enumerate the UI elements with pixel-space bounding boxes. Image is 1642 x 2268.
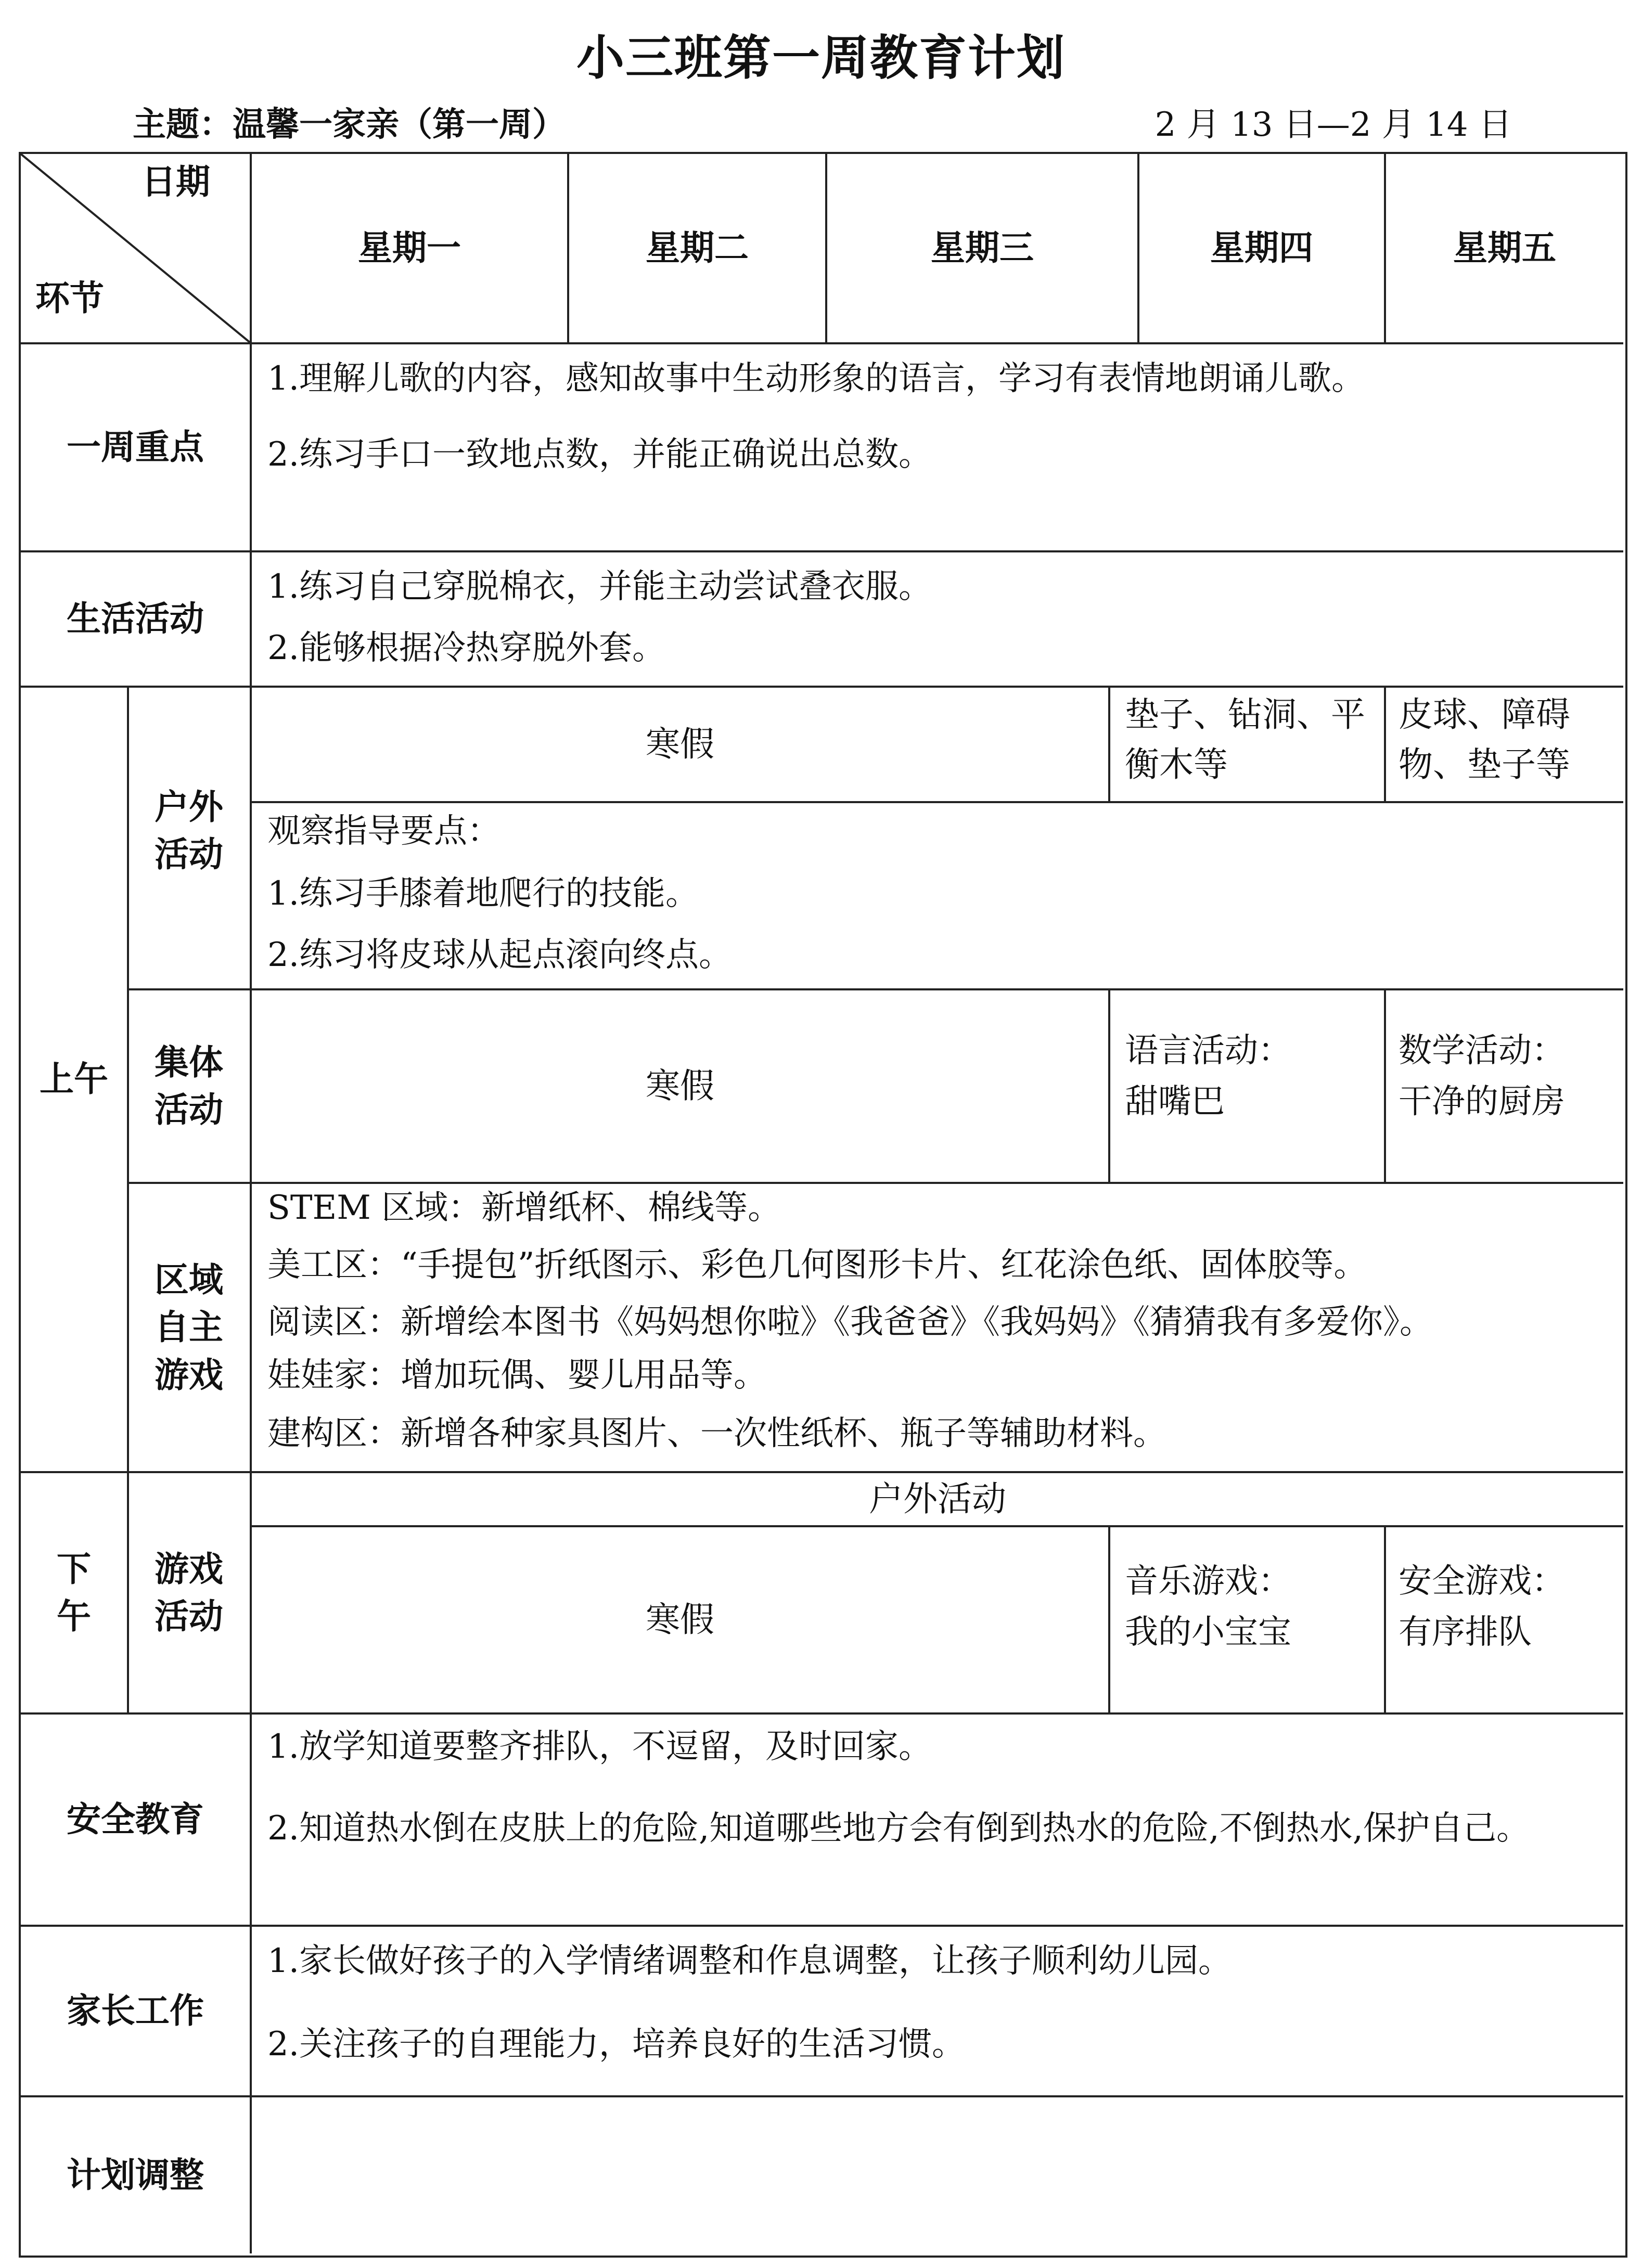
col-divider <box>1108 988 1110 1182</box>
col-divider <box>250 154 252 2253</box>
plan-table <box>19 152 1627 2258</box>
outdoor-note: 2.练习将皮球从起点滚向终点。 <box>267 936 733 974</box>
area-item: STEM 区域：新增纸杯、棉线等。 <box>267 1189 781 1227</box>
weekly-focus-item: 2.练习手口一致地点数，并能正确说出总数。 <box>267 435 932 474</box>
safety-label: 安全教育 <box>67 1799 204 1840</box>
theme-label: 主题：温馨一家亲（第一周） <box>133 105 566 144</box>
col-divider <box>1384 686 1386 801</box>
parents-item: 1.家长做好孩子的入学情绪调整和作息调整，让孩子顺利幼儿园。 <box>267 1942 1232 1980</box>
group-holiday-cell: 寒假 <box>646 1066 714 1106</box>
page-title: 小三班第一周教育计划 <box>576 30 1066 86</box>
group-friday-topic: 干净的厨房 <box>1399 1083 1565 1121</box>
date-header-label: 日期 <box>142 161 210 202</box>
day-wednesday: 星期三 <box>931 227 1034 268</box>
day-monday: 星期一 <box>358 227 461 268</box>
game-friday-type: 安全游戏： <box>1399 1562 1565 1601</box>
weekly-focus-item: 1.理解儿歌的内容，感知故事中生动形象的语言，学习有表情地朗诵儿歌。 <box>267 359 1365 398</box>
life-activities-label: 生活活动 <box>67 598 204 639</box>
area-item: 阅读区：新增绘本图书《妈妈想你啦》《我爸爸》《我妈妈》《猜猜我有多爱你》。 <box>267 1303 1433 1342</box>
row-divider <box>21 550 1623 552</box>
outdoor-friday-cell: 皮球、障碍物、垫子等 <box>1399 694 1570 784</box>
col-divider <box>1384 1525 1386 1712</box>
outdoor-note: 观察指导要点： <box>267 812 501 850</box>
weekly-focus-label: 一周重点 <box>67 427 204 468</box>
day-thursday: 星期四 <box>1210 227 1313 268</box>
col-divider <box>1108 686 1110 801</box>
row-divider <box>21 2095 1623 2097</box>
afternoon-label: 下午 <box>57 1548 91 1636</box>
life-activity-item: 1.练习自己穿脱棉衣，并能主动尝试叠衣服。 <box>267 568 932 606</box>
row-divider <box>21 342 1623 344</box>
area-play-label: 区域自主游戏 <box>155 1259 223 1395</box>
area-item: 娃娃家：增加玩偶、婴儿用品等。 <box>267 1356 767 1395</box>
group-activity-label: 集体活动 <box>155 1041 223 1130</box>
group-thursday-topic: 甜嘴巴 <box>1125 1083 1225 1121</box>
outdoor-holiday-cell: 寒假 <box>646 724 714 765</box>
outdoor-note: 1.练习手膝着地爬行的技能。 <box>267 874 699 913</box>
game-thursday-type: 音乐游戏： <box>1125 1562 1291 1601</box>
life-activity-item: 2.能够根据冷热穿脱外套。 <box>267 629 666 667</box>
parents-item: 2.关注孩子的自理能力，培养良好的生活习惯。 <box>267 2025 966 2064</box>
col-divider <box>1108 1525 1110 1712</box>
area-item: 美工区：“手提包”折纸图示、彩色几何图形卡片、红花涂色纸、固体胶等。 <box>267 1246 1367 1284</box>
col-divider <box>1384 988 1386 1182</box>
outdoor-activity-label: 户外活动 <box>155 786 223 874</box>
col-divider <box>127 686 129 1712</box>
group-thursday-type: 语言活动： <box>1125 1032 1291 1070</box>
parents-label: 家长工作 <box>67 1990 204 2031</box>
area-item: 建构区：新增各种家具图片、一次性纸杯、瓶子等辅助材料。 <box>267 1414 1166 1453</box>
date-range: 2 月 13 日—2 月 14 日 <box>1154 106 1512 144</box>
afternoon-holiday-cell: 寒假 <box>646 1600 714 1640</box>
day-friday: 星期五 <box>1453 227 1556 268</box>
row-divider <box>252 801 1623 803</box>
row-divider <box>21 1925 1623 1927</box>
safety-item: 2.知道热水倒在皮肤上的危险,知道哪些地方会有倒到热水的危险,不倒热水,保护自己。 <box>267 1809 1530 1848</box>
section-header-label: 环节 <box>35 278 104 318</box>
safety-item: 1.放学知道要整齐排队，不逗留，及时回家。 <box>267 1728 932 1766</box>
outdoor-thursday-cell: 垫子、钻洞、平衡木等 <box>1125 694 1365 784</box>
game-activity-label: 游戏活动 <box>155 1548 223 1636</box>
game-friday-topic: 有序排队 <box>1399 1613 1532 1652</box>
morning-label: 上午 <box>40 1059 108 1100</box>
row-divider <box>21 1712 1623 1715</box>
adjust-label: 计划调整 <box>67 2155 204 2196</box>
group-friday-type: 数学活动： <box>1399 1032 1565 1070</box>
game-thursday-topic: 我的小宝宝 <box>1125 1613 1291 1652</box>
afternoon-outdoor-title: 户外活动 <box>869 1479 1006 1519</box>
day-tuesday: 星期二 <box>646 227 749 268</box>
